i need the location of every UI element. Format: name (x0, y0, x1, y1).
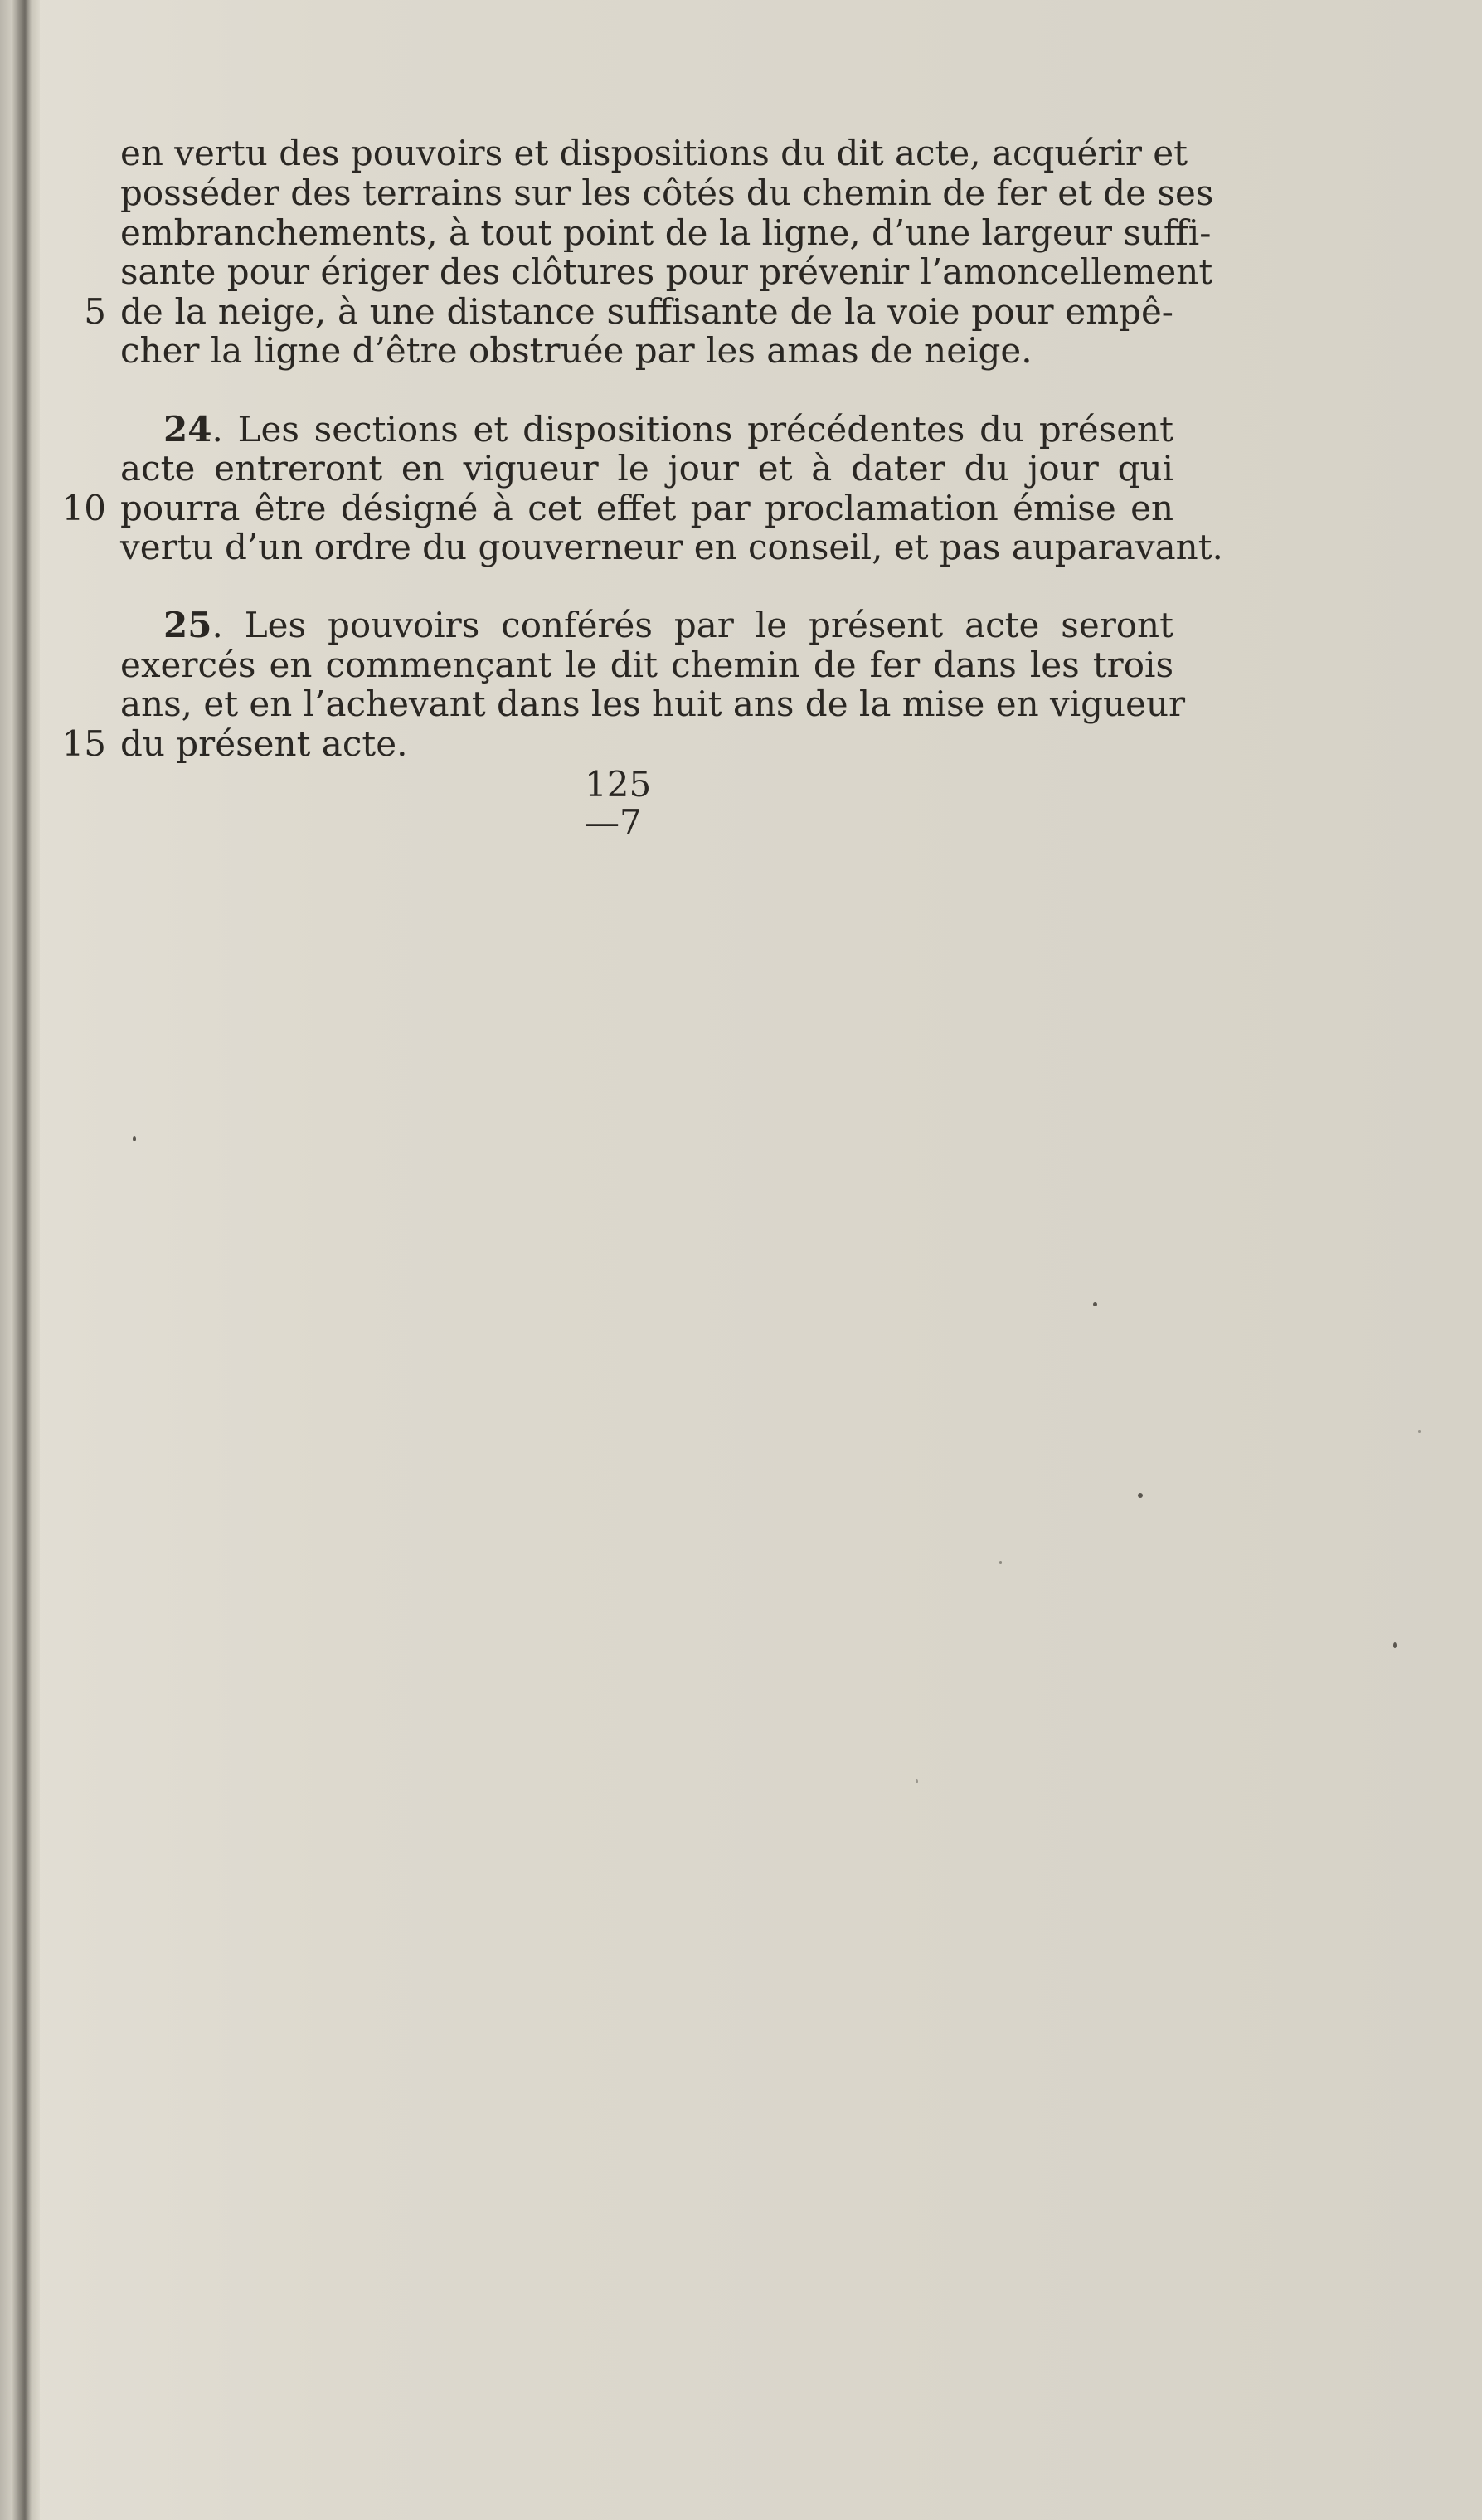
section-number: 24 (163, 409, 212, 450)
paper-speck (133, 1136, 136, 1141)
text-line: en vertu des pouvoirs et dispositions du dit acte, acquérir et (120, 133, 1188, 173)
paper-speck (1393, 1642, 1397, 1648)
section-25-line (120, 606, 1173, 645)
paper-speck (1093, 1302, 1097, 1306)
paper-speck (1138, 1493, 1143, 1498)
text-line: . Les pouvoirs conférés par le présent acte seront (211, 605, 1173, 645)
section-24-line (120, 411, 1173, 449)
section-number: 25 (163, 605, 212, 645)
text-line: sante pour ériger des clôtures pour prévenir l’amoncellement (120, 251, 1213, 292)
binding-edge (0, 0, 40, 2520)
paper-speck (999, 1561, 1002, 1564)
text-line: cher la ligne d’être obstruée par les amas de neige. (120, 330, 1033, 371)
line-number: 10 (61, 488, 106, 528)
text-line: vertu d’un ordre du gouverneur en conseil, et pas auparavant. (120, 527, 1223, 567)
paper-speck (916, 1779, 918, 1783)
printer-signature: 125—7 (585, 764, 652, 843)
text-line: pourra être désigné à cet effet par proclamation émise en (120, 488, 1173, 528)
paper-speck (1418, 1430, 1421, 1433)
text-line: acte entreront en vigueur le jour et à dater du jour qui (120, 448, 1173, 489)
text-line: du présent acte. (120, 723, 408, 764)
text-line: posséder des terrains sur les côtés du chemin de fer et de ses (120, 173, 1214, 213)
text-line: de la neige, à une distance suffisante de la voie pour empê- (120, 291, 1173, 332)
line-number: 5 (84, 291, 106, 332)
text-line: exercés en commençant le dit chemin de fer dans les trois (120, 645, 1173, 685)
text-line: embranchements, à tout point de la ligne, d’une largeur suffi- (120, 212, 1212, 253)
line-number: 15 (61, 723, 106, 764)
text-line: ans, et en l’achevant dans les huit ans de la mise en vigueur (120, 684, 1186, 724)
text-line: . Les sections et dispositions précédentes du présent (211, 409, 1173, 450)
